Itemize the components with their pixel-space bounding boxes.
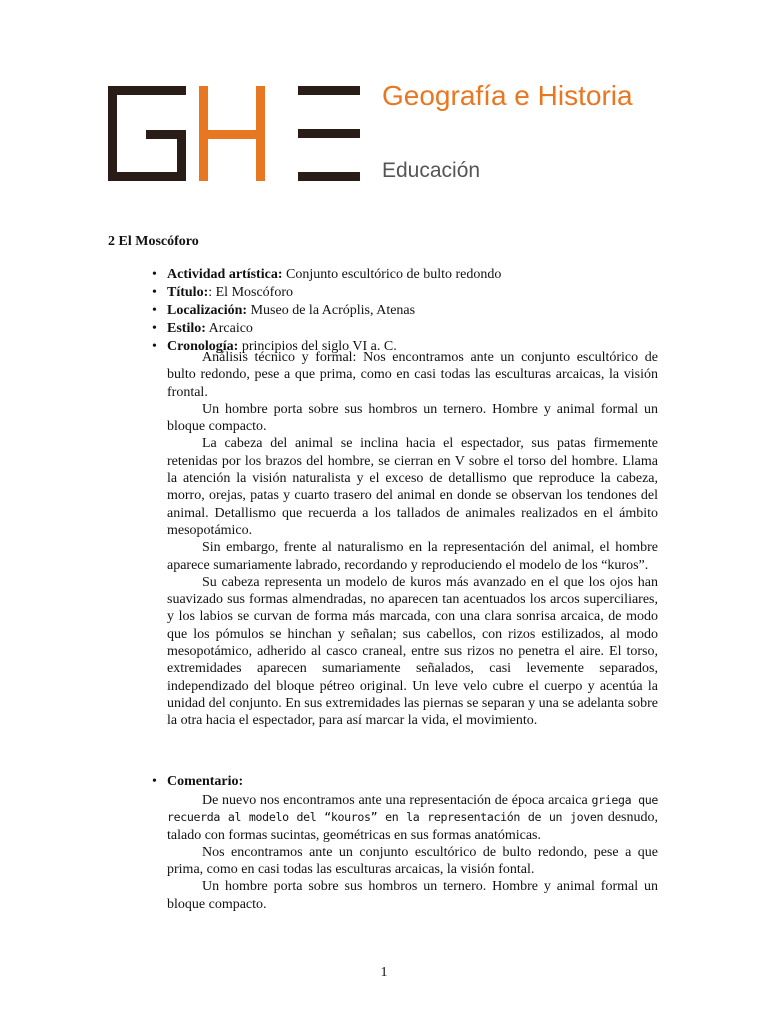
property-title: [152, 284, 501, 302]
analysis-paragraph: Sin embargo, frente al naturalismo en la representación del animal, el hombre aparece sumariamente labrado, recordando y reproduciendo el modelo de los “kuros”.: [167, 540, 658, 573]
property-value: Conjunto escultórico de bulto redondo: [282, 267, 502, 282]
artwork-properties-list: [152, 266, 501, 356]
analysis-paragraph: Un hombre porta sobre sus hombros un ternero. Hombre y animal formal un bloque compacto.: [167, 401, 658, 435]
property-value: Museo de la Acróplis, Atenas: [247, 303, 416, 318]
logo-letter-g: [108, 86, 186, 181]
analysis-paragraph: Análisis técnico y formal: Nos encontramos ante un conjunto escultórico de bulto redondo, pese a que prima, como en casi todas las esculturas arcaicas, la visión frontal.: [167, 350, 658, 400]
analysis-paragraph: Su cabeza representa un modelo de kuros más avanzado en el que los ojos han suavizado sus formas almendradas, no aparecen tan acentuados los arcos superciliares, y los labios se curvan de forma más marcada, con una clara sonrisa arcaica, de modo que los pómulos se hinchan y señalan; sus cabellos, con rizos estilizados, al modo mesopotámico, adherido al casco craneal, entre sus rizos no penetra el aire. El torso, extremidades aparecen sumariamente señalados, casi levemente separados, independizado del bloque pétreo original. Un leve velo cubre el cuerpo y acentúa la unidad del conjunto. En sus extremidades las piernas se separan y una se adelanta sobre la otra hacia el espectador, para así marcar la vida, el movimiento.: [167, 574, 659, 729]
property-style: [152, 320, 501, 338]
logo-letter-h: [199, 86, 265, 181]
property-label: Cronología:: [167, 339, 239, 354]
comment-text: desnudo, talado con formas sucintas, geométricas en sus formas anatómicas.: [167, 810, 658, 843]
comment-paragraph: Nos encontramos ante un conjunto escultórico de bulto redondo, pese a que prima, como en casi todas las esculturas arcaicas, la visión fontal.: [167, 844, 658, 878]
property-label: Estilo:: [167, 321, 206, 336]
comment-text-mono: griega que recuerda al modelo del “kouros” en la representación de un joven: [167, 793, 658, 825]
comment-paragraph: [167, 792, 658, 844]
comment-heading: • Comentario:: [152, 774, 243, 790]
brand-title: Geografía e Historia: [382, 80, 633, 111]
comment-paragraph: Un hombre porta sobre sus hombros un ternero. Hombre y animal formal un bloque compacto.: [167, 879, 658, 912]
property-label: Localización:: [167, 303, 248, 318]
property-location: [152, 302, 501, 320]
property-activity: [152, 266, 501, 284]
logo-letter-e: [298, 86, 360, 181]
property-label: Título:: [167, 285, 209, 300]
analysis-paragraph: La cabeza del animal se inclina hacia el espectador, sus patas firmemente retenidas por los brazos del hombre, se cierran en V sobre el torso del hombre. Llama la atención la visión naturalista y el exceso de detallismo que reproduce la cabeza, morro, orejas, patas y cuarto trasero del animal en donde se observan los tendones del animal. Detallismo que recuerda a los tallados de animales realizados en el ámbito mesopotámico.: [167, 436, 658, 538]
page-number: 1: [380, 965, 388, 980]
analysis-section: [167, 349, 658, 730]
property-value: principios del siglo VI a. C.: [238, 339, 397, 354]
property-value: : El Moscóforo: [208, 285, 293, 300]
comment-section: [167, 792, 658, 913]
property-value: Arcaico: [205, 321, 253, 336]
property-label: Actividad artística:: [167, 267, 283, 282]
document-title: 2 El Moscóforo: [108, 234, 199, 249]
comment-text: De nuevo nos encontramos ante una representación de época arcaica: [202, 793, 592, 808]
brand-subtitle: Educación: [382, 159, 481, 182]
